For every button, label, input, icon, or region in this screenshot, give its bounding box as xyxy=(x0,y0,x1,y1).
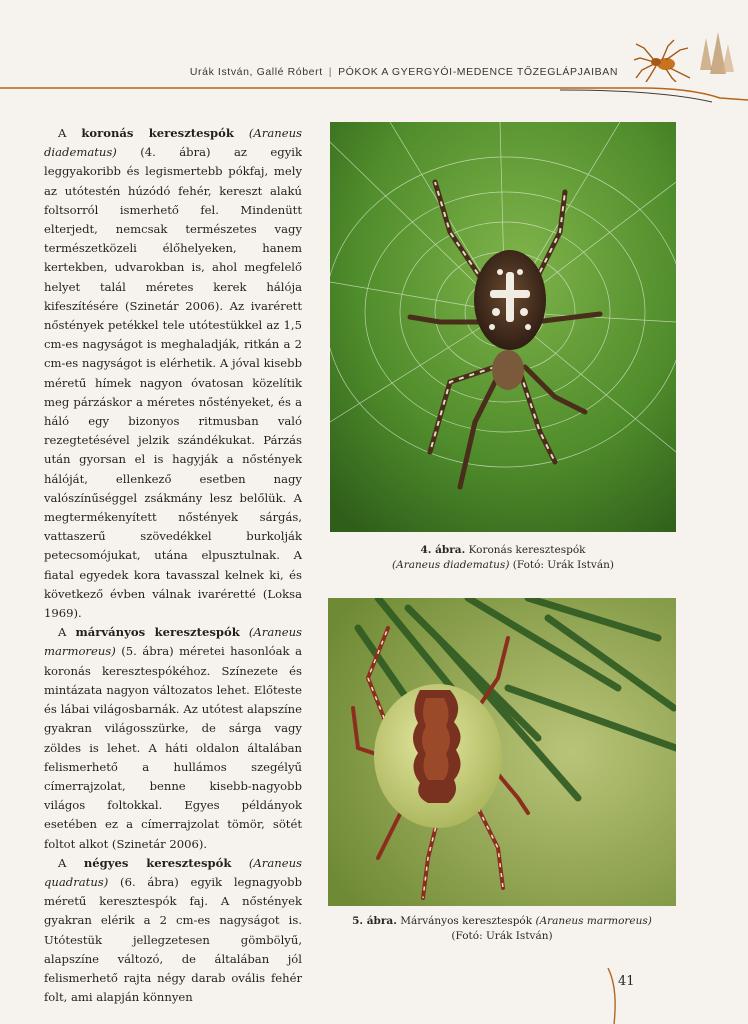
species-name: koronás keresztespók xyxy=(81,126,234,140)
header-separator: | xyxy=(328,66,333,78)
paragraph-body: (5. ábra) méretei hasonlóak a koronás keresztespókéhoz. Színezete és mintázata nagyon változatos lehet. Előteste és lábai világosbarnák. Az utótest alapszíne gyakran világosszürke, de sárga vagy zöldes is lehet. A háti oldalon általában felismerhető a hullámos szegélyű címerrajzolat, benne kisebb-nagyobb világos foltokkal. Egyes példányok esetében ez a címerrajzolat tömör, sötét foltot alkot (Szinetár 2006). xyxy=(44,644,302,851)
tree-logo-icon xyxy=(696,30,736,80)
figure-latin: (Araneus diadematus) xyxy=(392,559,510,571)
running-header xyxy=(190,66,618,78)
photo-araneus-marmoreus xyxy=(328,598,676,906)
header-authors: Urák István, Gallé Róbert xyxy=(189,66,323,78)
figure-label: 4. ábra. xyxy=(420,544,466,556)
figure-credit: (Fotó: Urák István) xyxy=(509,559,614,571)
paragraph-koronas xyxy=(44,124,302,623)
spider-logo-icon xyxy=(632,38,692,82)
figure-title: Koronás keresztespók xyxy=(465,544,586,556)
species-latin: (Araneus diadematus) xyxy=(44,126,302,160)
species-name: négyes keresztespók xyxy=(83,855,232,870)
species-latin: (Araneus marmoreus) xyxy=(44,625,302,659)
spider-web-photo xyxy=(330,122,676,532)
paragraph-marvanyos xyxy=(44,623,302,853)
figure-caption-4 xyxy=(330,543,676,573)
header-rule xyxy=(0,84,748,104)
paragraph-negyes xyxy=(44,854,302,1008)
page-header xyxy=(0,0,748,100)
body-text xyxy=(44,124,302,1007)
figure-title: Márványos keresztespók xyxy=(396,915,536,927)
figure-credit: (Fotó: Urák István) xyxy=(451,930,553,942)
species-latin: (Araneus quadratus) xyxy=(44,855,303,889)
figure-caption-5 xyxy=(328,914,676,944)
paragraph-lead: A xyxy=(58,625,76,640)
photo-araneus-diadematus xyxy=(330,122,676,532)
marbled-spider-photo xyxy=(328,598,676,906)
header-book-title: PÓKOK A GYERGYÓI-MEDENCE TŐZEGLÁPJAIBAN xyxy=(338,66,618,78)
species-name: márványos keresztespók xyxy=(75,625,240,640)
paragraph-body: (6. ábra) egyik legnagyobb méretű keresztespók faj. A nőstények gyakran elérik a 2 cm-es nagyságot is. Utótestük jellegzetesen gömbölyű, alapszíne változó, de általában jól felismerhető rajta négy darab ovális fehér folt, ami alapján könnyen xyxy=(44,874,302,1005)
figure-latin: (Araneus marmoreus) xyxy=(535,915,652,927)
paragraph-lead: A xyxy=(58,855,84,870)
page-number: 41 xyxy=(618,974,635,989)
figure-label: 5. ábra. xyxy=(352,915,397,927)
paragraph-lead: A xyxy=(58,126,82,140)
paragraph-body: (4. ábra) az egyik leggyakoribb és legismertebb pókfaj, mely az utótestén húzódó fehér, kereszt alakú foltsorról ismerhető fel. Mindenütt elterjedt, nemcsak természetes vagy természetközeli élőhelyeken, hanem kertekben, udvarokban is, ahol megfelelő helyet talál méretes kerek hálója kifeszítésére (Szinetár 2006). Az ivarérett nőstények petékkel tele utótestükkel az 1,5 cm-es nagyságot is meghaladják, ritkán a 2 cm-es nagyságot is elérhetik. A jóval kisebb méretű hímek nagyon óvatosan közelítik meg párzáskor a méretes nőstényeket, és a háló egy bizonyos ritmusban való rezegtetésével jelzik szándékukat. Párzás után gyorsan el is hagyják a nőstények hálóját, ellenkező esetben nagy valószínűséggel zsákmány lesz belőlük. A megtermékenyített nőstények sárgás, vattaszerű szövedékkel burkolják petecsomójukat, utána elpusztulnak. A fiatal egyedek kora tavasszal kelnek ki, és következő évben válnak ivaréretté (Loksa 1969). xyxy=(44,145,302,621)
